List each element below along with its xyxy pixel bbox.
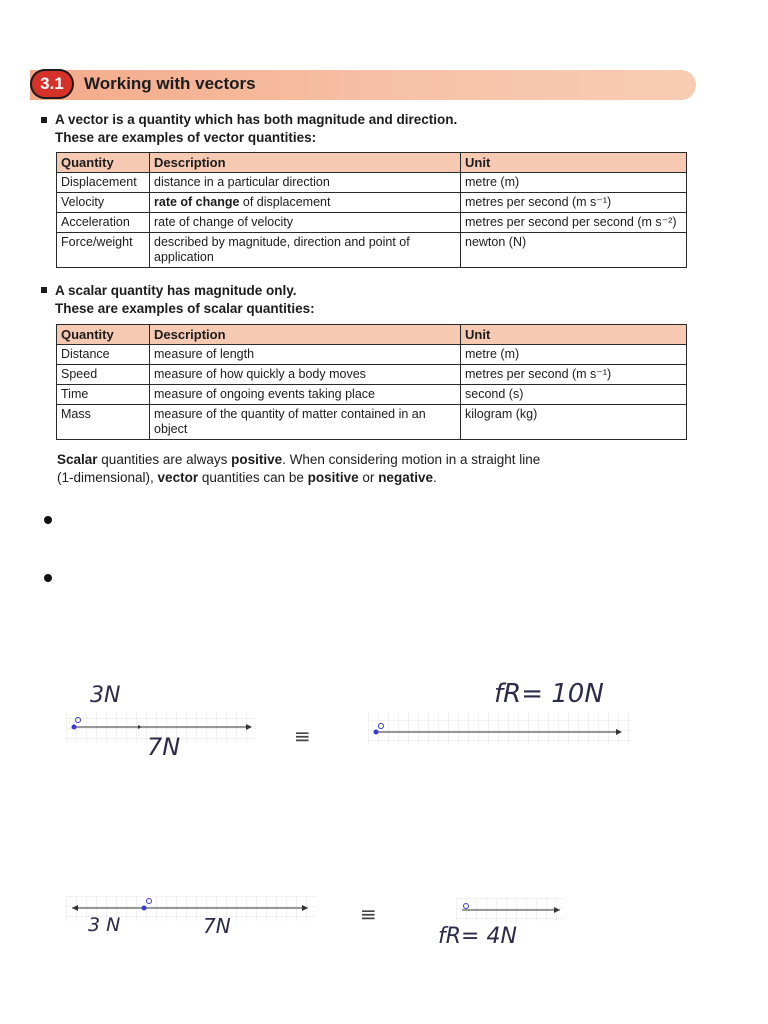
table-header-unit: Unit	[461, 153, 687, 173]
vector-quantities-table	[56, 152, 687, 268]
cell-quantity: Speed	[57, 365, 150, 385]
summary-text: (1-dimensional),	[57, 470, 158, 485]
vector-diagram-result-2	[456, 898, 564, 922]
cell-description: measure of how quickly a body moves	[150, 365, 461, 385]
cell-description: measure of the quantity of matter contained in an object	[150, 405, 461, 440]
scalar-quantities-table	[56, 324, 687, 440]
description-rest: of displacement	[239, 195, 331, 209]
table-row	[57, 233, 687, 268]
cell-description: measure of ongoing events taking place	[150, 385, 461, 405]
summary-text: or	[358, 470, 379, 485]
vector-examples-intro: These are examples of vector quantities:	[55, 130, 317, 145]
bullet-icon	[41, 287, 47, 293]
cell-quantity: Force/weight	[57, 233, 150, 268]
table-header-description: Description	[150, 153, 461, 173]
section-number-badge: 3.1	[30, 69, 74, 99]
summary-text: quantities can be	[198, 470, 308, 485]
summary-positive-word: positive	[231, 452, 283, 467]
table-row	[57, 345, 687, 365]
cell-description	[150, 193, 461, 213]
summary-vector-word: vector	[157, 470, 199, 485]
table-header-description: Description	[150, 325, 461, 345]
cell-unit: metre (m)	[461, 345, 687, 365]
cell-unit: kilogram (kg)	[461, 405, 687, 440]
force-label: 7N	[203, 914, 231, 938]
cell-unit: second (s)	[461, 385, 687, 405]
scalar-definition: A scalar quantity has magnitude only.	[55, 283, 297, 298]
cell-quantity: Velocity	[57, 193, 150, 213]
table-header-row	[57, 325, 687, 345]
cell-quantity: Displacement	[57, 173, 150, 193]
cell-quantity: Acceleration	[57, 213, 150, 233]
cell-quantity: Time	[57, 385, 150, 405]
summary-negative-word: negative	[378, 470, 433, 485]
section-title: Working with vectors	[84, 74, 256, 93]
cell-unit: newton (N)	[461, 233, 687, 268]
summary-scalar-word: Scalar	[57, 452, 98, 467]
cell-unit: metres per second (m s⁻¹)	[461, 365, 687, 385]
cell-description: described by magnitude, direction and point of application	[150, 233, 461, 268]
bullet-dot	[44, 574, 52, 582]
resultant-force-label: fR= 4N	[438, 924, 517, 949]
equivalence-symbol: ≡	[294, 724, 311, 748]
summary-text: .	[432, 470, 437, 485]
force-label: 3 N	[88, 914, 121, 936]
cell-description: measure of length	[150, 345, 461, 365]
cell-description: rate of change of velocity	[150, 213, 461, 233]
force-label: 3N	[90, 683, 121, 708]
scalar-examples-intro: These are examples of scalar quantities:	[55, 301, 315, 316]
table-header-unit: Unit	[461, 325, 687, 345]
summary-text: . When considering motion in a straight line	[282, 452, 541, 467]
cell-quantity: Distance	[57, 345, 150, 365]
table-row	[57, 213, 687, 233]
table-row	[57, 193, 687, 213]
summary-line-2	[57, 469, 437, 486]
cell-unit: metres per second (m s⁻¹)	[461, 193, 687, 213]
table-row	[57, 173, 687, 193]
cell-description: distance in a particular direction	[150, 173, 461, 193]
table-header-quantity: Quantity	[57, 325, 150, 345]
summary-line-1	[57, 451, 540, 468]
description-bold: rate of change	[154, 195, 240, 209]
force-label: 7N	[147, 733, 181, 761]
summary-positive-word: positive	[307, 470, 359, 485]
bullet-dot	[44, 516, 52, 524]
table-row	[57, 365, 687, 385]
cell-unit: metre (m)	[461, 173, 687, 193]
cell-quantity: Mass	[57, 405, 150, 440]
table-row	[57, 385, 687, 405]
equivalence-symbol: ≡	[360, 902, 377, 926]
vector-diagram-result-1	[368, 710, 632, 746]
table-header-row	[57, 153, 687, 173]
vector-definition: A vector is a quantity which has both magnitude and direction.	[55, 112, 458, 127]
resultant-force-label: fR= 10N	[494, 679, 604, 709]
summary-text: quantities are always	[97, 452, 232, 467]
table-header-quantity: Quantity	[57, 153, 150, 173]
bullet-icon	[41, 117, 47, 123]
cell-unit: metres per second per second (m s⁻²)	[461, 213, 687, 233]
table-row	[57, 405, 687, 440]
